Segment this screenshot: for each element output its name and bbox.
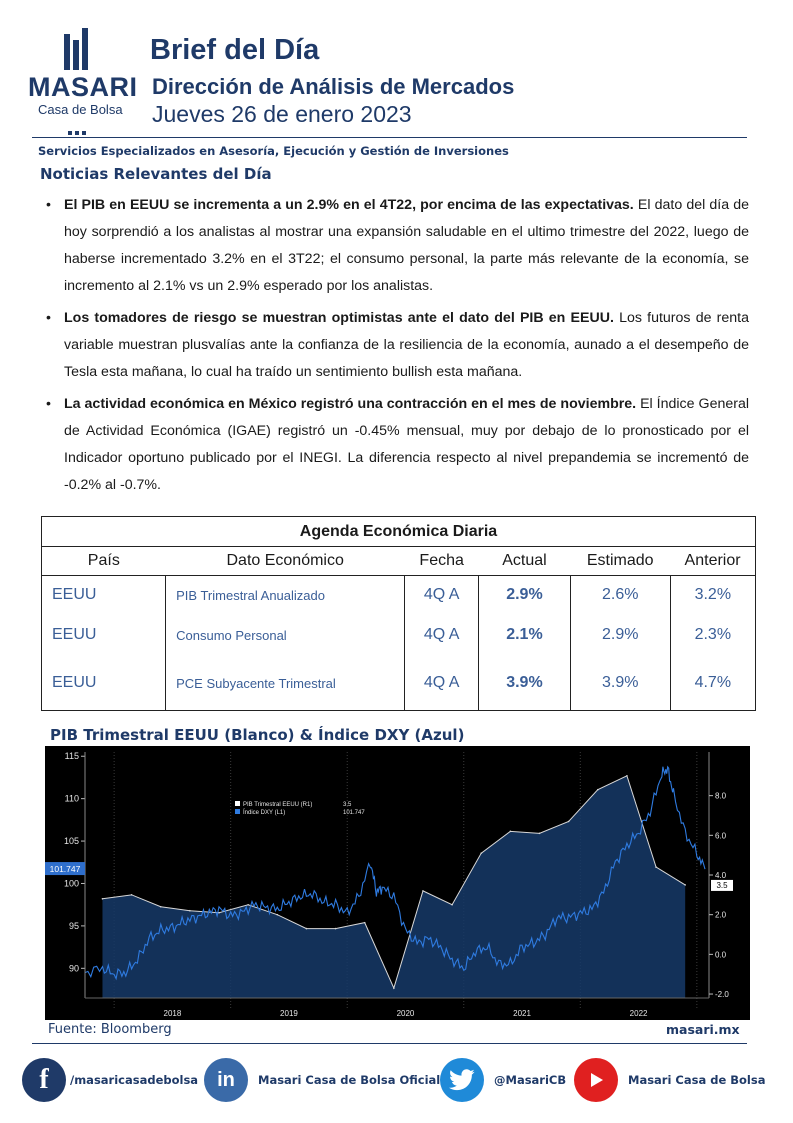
facebook-icon[interactable]: f [22,1058,66,1102]
pib-last-label: 3.5 [716,880,728,890]
left-tick-label: 110 [64,793,79,804]
linkedin-link[interactable]: Masari Casa de Bolsa Oficial [258,1073,441,1087]
legend-swatch [235,809,240,814]
pib-point [539,833,541,835]
cell-dato: PCE Subyacente Trimestral [166,655,405,711]
news-body: El dato del día de hoy sorprendió a los analistas al mostrar una expansión saludable en el ultimo trimestre del 2022, luego de haberse incrementado 3.2% en el 3T22; el consumo personal, la parte más relevante de la economía, se incremento al 2.1% vs un 2.9% esperado por los analistas. [64,197,750,294]
col-header-dato: Dato Económico [166,547,405,575]
chart-title: PIB Trimestral EEUU (Blanco) & Índice DXY (Azul) [50,726,465,744]
table-row [42,615,755,655]
facebook-link[interactable]: /masaricasadebolsa [70,1073,199,1087]
pib-point [247,904,249,906]
legend-value: 3.5 [343,802,352,808]
pib-point [510,831,512,833]
right-tick-label: 4.0 [715,871,727,880]
pib-point [218,912,220,914]
pib-point [306,928,308,930]
chart-source: Fuente: Bloomberg [48,1022,172,1037]
header-divider [32,137,747,138]
cell-estimado: 2.9% [570,615,670,655]
pib-point [480,852,482,854]
pib-point [189,910,191,912]
cell-anterior: 3.2% [670,575,755,615]
pib-point [684,884,686,886]
page-subtitle: Dirección de Análisis de Mercados [152,74,515,99]
pib-point [102,898,104,900]
news-body: Los futuros de renta variable muestran plusvalías ante la confianza de la resiliencia de la economía, aunado a el desempeño de Tesla esta mañana, lo cual ha traído un sentimiento bullish esta mañana. [64,310,749,380]
left-tick-label: 105 [63,836,79,847]
left-tick-label: 115 [64,751,79,762]
agenda-table [41,516,756,711]
x-tick-label: 2021 [513,1009,531,1018]
pib-point [393,987,395,989]
news-headline: El PIB en EEUU se incrementa a un 2.9% en el 4T22, por encima de las expectativas. [64,197,634,213]
youtube-icon[interactable] [574,1058,618,1102]
twitter-icon[interactable] [440,1058,484,1102]
pib-point [597,789,599,791]
cell-dato: Consumo Personal [166,615,405,655]
masari-logo [24,28,138,128]
right-tick-label: 0.0 [715,950,727,960]
x-tick-label: 2018 [163,1009,182,1018]
pib-point [655,866,657,868]
cell-pais: EEUU [52,674,97,691]
cell-actual: 2.1% [479,615,571,655]
pib-point [568,821,570,823]
agenda-title: Agenda Económica Diaria [42,517,755,547]
page-title: Brief del Día [150,34,320,66]
linkedin-icon[interactable]: in [204,1058,248,1102]
logo-subtitle: Casa de Bolsa [38,102,123,117]
chart [45,746,750,1020]
table-row [42,575,755,615]
table-row [42,655,755,711]
right-tick-label: -2.0 [715,990,729,1000]
legend-value: 101.747 [343,810,365,816]
legend-swatch [235,801,240,806]
col-header-estimado: Estimado [570,547,670,575]
cell-pais: EEUU [52,626,97,643]
cell-pais: EEUU [52,586,97,604]
col-header-fecha: Fecha [405,547,479,575]
news-list [44,192,749,504]
news-headline: La actividad económica en México registró una contracción en el mes de noviembre. [64,396,637,412]
cell-dato: PIB Trimestral Anualizado [166,575,405,615]
twitter-link[interactable]: @MasariCB [494,1073,567,1087]
cell-fecha: 4Q A [405,655,479,711]
news-body: El Índice General de Actividad Económica (IGAE) registró un -0.45% mensual, muy por debajo de lo pronosticado por el Indicador oportuno publicado por el INEGI. La diferencia respecto al nivel prepandemia se incrementó de -0.2% al -0.7%. [64,396,750,493]
left-tick-label: 95 [68,920,79,931]
cell-fecha: 4Q A [405,615,479,655]
right-tick-label: 6.0 [715,831,727,841]
pib-point [626,775,628,777]
cell-actual: 3.9% [479,655,571,711]
table-header-row [42,547,755,575]
left-tick-label: 100 [63,878,79,889]
right-tick-label: 8.0 [715,791,727,801]
chart-svg [45,746,750,1020]
cell-anterior: 2.3% [670,615,755,655]
x-tick-label: 2019 [280,1009,298,1018]
pib-point [335,928,337,930]
left-tick-label: 90 [68,963,79,974]
chart-site-link[interactable]: masari.mx [666,1022,740,1037]
cell-actual: 2.9% [479,575,571,615]
logo-name: MASARI [28,72,138,102]
legend-label: Índice DXY (L1) [243,810,286,816]
pib-point [451,904,453,906]
services-tagline: Servicios Especializados en Asesoría, Ejecución y Gestión de Inversiones [38,144,509,158]
news-headline: Los tomadores de riesgo se muestran optimistas ante el dato del PIB en EEUU. [64,310,614,326]
col-header-actual: Actual [479,547,571,575]
right-tick-label: 2.0 [715,910,727,920]
youtube-link[interactable]: Masari Casa de Bolsa [628,1073,766,1087]
x-tick-label: 2020 [396,1009,415,1018]
news-item [44,192,749,300]
col-header-pais: País [42,547,166,575]
news-section-title: Noticias Relevantes del Día [40,165,272,183]
news-item [44,305,749,386]
cell-fecha: 4Q A [405,575,479,615]
legend-label: PIB Trimestral EEUU (R1) [243,802,313,808]
cell-anterior: 4.7% [670,655,755,711]
page-date: Jueves 26 de enero 2023 [152,101,412,127]
pib-point [131,894,133,896]
pib-point [364,922,366,924]
news-item [44,391,749,499]
pib-point [422,890,424,892]
dxy-last-label: 101.747 [49,864,81,875]
cell-estimado: 3.9% [570,655,670,711]
pib-point [160,906,162,908]
cell-estimado: 2.6% [570,575,670,615]
footer-divider [32,1043,747,1044]
pib-point [276,914,278,916]
col-header-anterior: Anterior [670,547,755,575]
x-tick-label: 2022 [629,1009,648,1018]
